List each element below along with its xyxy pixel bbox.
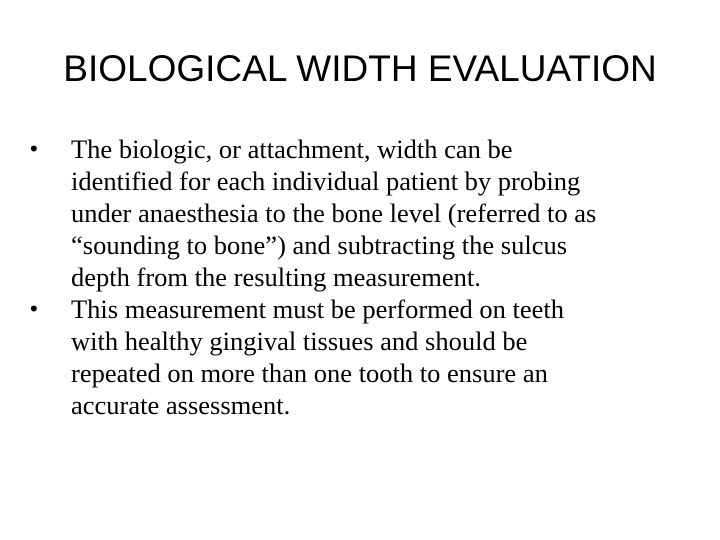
bullet-item-1: [30, 133, 700, 293]
slide-title: BIOLOGICAL WIDTH EVALUATION: [63, 48, 657, 89]
bullet-line: identified for each individual patient by probing: [71, 166, 581, 196]
bullet-line: “sounding to bone”) and subtracting the sulcus: [71, 230, 568, 260]
bullet-line: repeated on more than one tooth to ensure an: [71, 358, 548, 388]
bullet-line: accurate assessment.: [71, 390, 291, 420]
bullet-line: under anaesthesia to the bone level (referred to as: [71, 198, 597, 228]
bullet-list: [30, 133, 700, 421]
bullet-line: depth from the resulting measurement.: [71, 262, 481, 292]
bullet-icon: •: [30, 296, 38, 321]
bullet-line: The biologic, or attachment, width can be: [71, 134, 513, 164]
bullet-icon: •: [30, 136, 38, 161]
bullet-line: with healthy gingival tissues and should be: [71, 326, 528, 356]
bullet-item-2: [30, 293, 700, 421]
bullet-line: This measurement must be performed on teeth: [71, 294, 565, 324]
